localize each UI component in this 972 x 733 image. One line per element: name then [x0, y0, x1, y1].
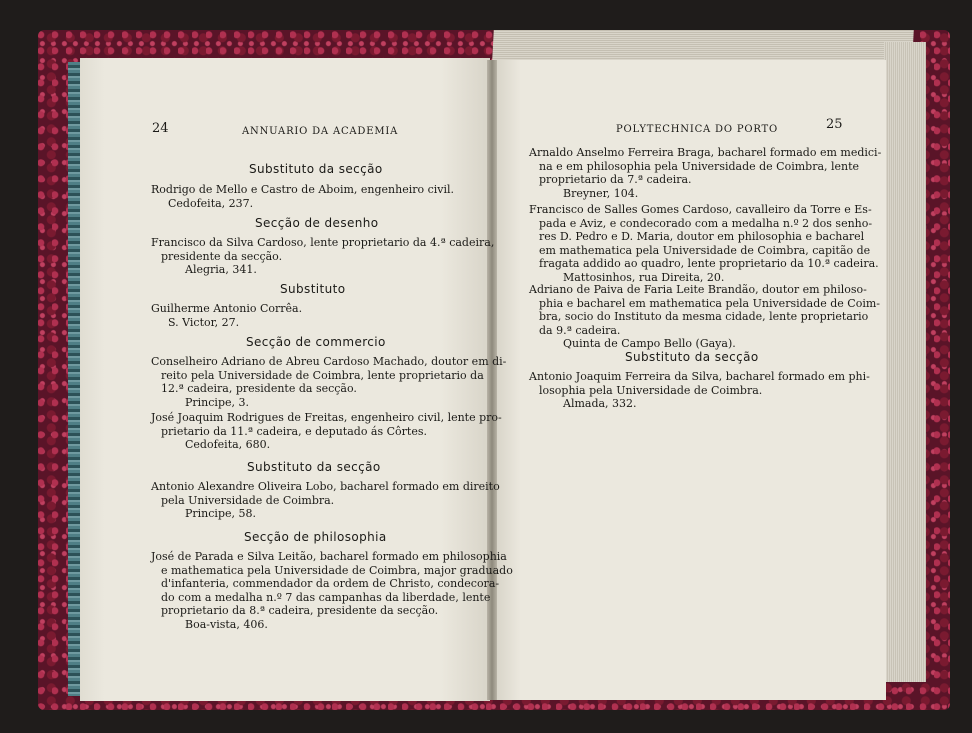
entry-line: 12.ª cadeira, presidente da secção.: [161, 382, 357, 396]
entry-line: phia e bacharel em mathematica pela Universidade de Coim-: [539, 296, 881, 310]
entry-line: Conselheiro Adriano de Abreu Cardoso Machado, doutor em di-: [151, 355, 507, 368]
section-heading: Secção de philosophia: [244, 530, 387, 544]
entry-line: em mathematica pela Universidade de Coimbra, capitão de: [539, 243, 871, 257]
entry-line: res D. Pedro e D. Maria, doutor em philosophia e bacharel: [539, 230, 865, 244]
entry-line: bra, socio do Instituto da mesma cidade, lente proprietario: [539, 310, 869, 324]
entry: [151, 355, 506, 409]
section-heading: Substituto da secção: [249, 162, 383, 176]
entry-line: prietario da 11.ª cadeira, e deputado ás Côrtes.: [161, 424, 428, 438]
section-heading: Substituto da secção: [625, 350, 759, 364]
running-head-right: POLYTECHNICA DO PORTO: [616, 124, 778, 135]
entry-address: Principe, 3.: [185, 395, 249, 409]
entry-address: S. Victor, 27.: [168, 315, 240, 329]
entry-address: Almada, 332.: [563, 397, 637, 411]
entry-address: Boa-vista, 406.: [185, 617, 268, 631]
entry: [151, 183, 454, 210]
entry-line: Francisco de Salles Gomes Cardoso, cavalleiro da Torre e Es-: [529, 203, 872, 216]
section-heading: Substituto: [280, 282, 346, 296]
entry-line: Arnaldo Anselmo Ferreira Braga, bacharel formado em medici-: [529, 146, 882, 159]
entry: [151, 411, 502, 452]
page-number-left: 24: [152, 121, 169, 136]
entry-line: Adriano de Paiva de Faria Leite Brandão, doutor em philoso-: [529, 283, 867, 296]
entry: [529, 203, 879, 285]
entry-address: Quinta de Campo Bello (Gaya).: [563, 337, 736, 351]
entry: [529, 370, 870, 411]
entry-address: Mattosinhos, rua Direita, 20.: [563, 270, 725, 284]
entry-line: e mathematica pela Universidade de Coimbra, major graduado: [161, 563, 513, 577]
entry-line: do com a medalha n.º 7 das campanhas da liberdade, lente: [161, 590, 491, 604]
entry-line: Francisco da Silva Cardoso, lente proprietario da 4.ª cadeira,: [151, 236, 495, 249]
entry-line: reito pela Universidade de Coimbra, lente proprietario da: [161, 368, 484, 382]
entry-line: pada e Aviz, e condecorado com a medalha n.º 2 dos senho-: [539, 216, 873, 230]
entry-line: José de Parada e Silva Leitão, bacharel formado em philosophia: [151, 550, 507, 563]
section-heading: Secção de commercio: [246, 335, 386, 349]
entry: [151, 236, 494, 277]
entry-line: proprietario da 7.ª cadeira.: [539, 173, 692, 187]
entry-address: Principe, 58.: [185, 507, 256, 521]
section-heading: Secção de desenho: [255, 216, 379, 230]
entry-line: fragata addido ao quadro, lente proprietario da 10.ª cadeira.: [539, 257, 879, 271]
section-heading: Substituto da secção: [247, 460, 381, 474]
running-head-left: ANNUARIO DA ACADEMIA: [242, 126, 399, 137]
entry-line: pela Universidade de Coimbra.: [161, 493, 335, 507]
entry-line: presidente da secção.: [161, 249, 283, 263]
entry: [151, 550, 513, 632]
entry-line: José Joaquim Rodrigues de Freitas, engenheiro civil, lente pro-: [151, 411, 502, 424]
page-stack-edge: [884, 42, 926, 682]
entry-line: d'infanteria, commendador da ordem de Christo, condecora-: [161, 577, 500, 591]
entry-address: Cedofeita, 237.: [168, 196, 254, 210]
entry-line: Antonio Joaquim Ferreira da Silva, bacharel formado em phi-: [529, 370, 870, 383]
entry: [151, 480, 500, 521]
entry: [151, 302, 302, 329]
page-stack-top: [492, 30, 914, 60]
entry-address: Alegria, 341.: [185, 263, 257, 277]
page-number-right: 25: [826, 117, 843, 132]
entry: [529, 283, 880, 351]
entry-line: na e em philosophia pela Universidade de Coimbra, lente: [539, 159, 860, 173]
entry-line: Rodrigo de Mello e Castro de Aboim, engenheiro civil.: [151, 183, 455, 196]
entry-address: Breyner, 104.: [563, 186, 639, 200]
entry-line: proprietario da 8.ª cadeira, presidente da secção.: [161, 604, 439, 618]
entry-line: Antonio Alexandre Oliveira Lobo, bacharel formado em direito: [151, 480, 500, 493]
entry-line: da 9.ª cadeira.: [539, 323, 621, 337]
entry: [529, 146, 881, 200]
entry-line: losophia pela Universidade de Coimbra.: [539, 383, 763, 397]
entry-line: Guilherme Antonio Corrêa.: [151, 302, 303, 315]
entry-address: Cedofeita, 680.: [185, 438, 271, 452]
